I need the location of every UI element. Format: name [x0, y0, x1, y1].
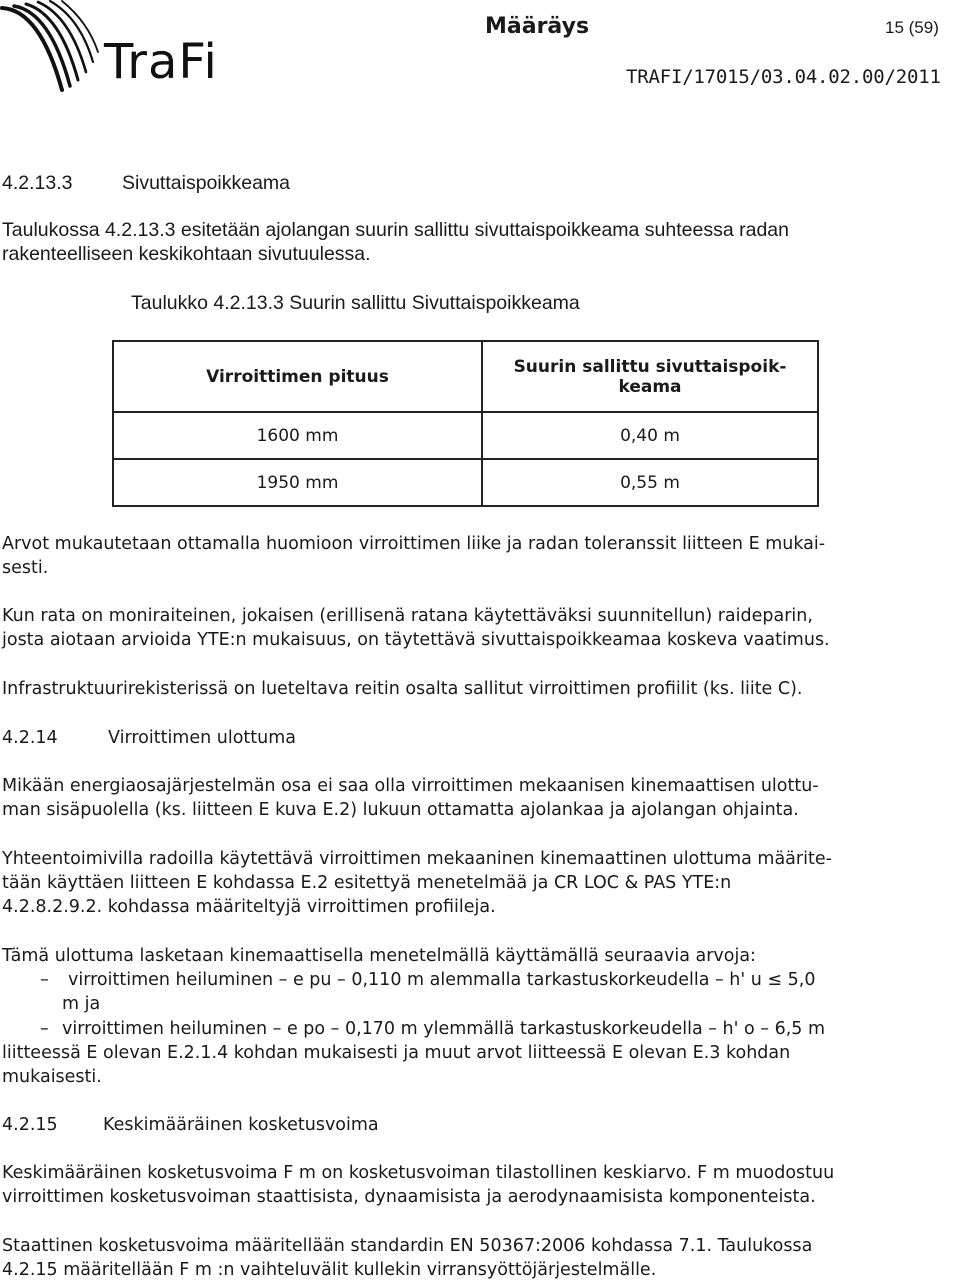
paragraph-line: virroittimen kosketusvoiman staattisista, dynaamisista ja aerodynaamisista komponenteista.: [2, 1187, 816, 1207]
paragraph-line: sesti.: [2, 558, 49, 578]
paragraph-line: josta aiotaan arvioida YTE:n mukaisuus, on täytettävä sivuttaispoikkeamaa koskeva vaatimus.: [2, 630, 830, 650]
table-cell: 0,40 m: [482, 412, 818, 459]
document-type: Määräys: [485, 14, 590, 39]
section-title: Sivuttaispoikkeama: [122, 172, 290, 194]
paragraph-line: liitteessä E olevan E.2.1.4 kohdan mukaisesti ja muut arvot liitteessä E olevan E.3 kohdan: [2, 1043, 791, 1063]
paragraph-line: Taulukossa 4.2.13.3 esitetään ajolangan suurin sallittu sivuttaispoikkeama suhteessa radan: [2, 219, 789, 241]
paragraph-line: Tämä ulottuma lasketaan kinemaattisella menetelmällä käyttämällä seuraavia arvoja:: [2, 946, 756, 966]
paragraph-line: rakenteelliseen keskikohtaan sivutuulessa.: [2, 243, 371, 265]
table-cell: 1950 mm: [113, 459, 482, 506]
list-item-continuation: m ja: [62, 994, 101, 1014]
column-header-line: keama: [618, 376, 682, 397]
section-number: 4.2.14: [2, 728, 58, 748]
trafi-swoosh-icon: [0, 0, 230, 100]
column-header: [482, 341, 818, 412]
paragraph-line: Kun rata on moniraiteinen, jokaisen (erillisenä ratana käytettäväksi suunnitellun) raideparin,: [2, 606, 813, 626]
paragraph-line: Infrastruktuurirekisterissä on lueteltava reitin osalta sallitut virroittimen profiilit (ks. liite C).: [2, 679, 803, 699]
trafi-logo: [0, 0, 230, 100]
table-cell: 1600 mm: [113, 412, 482, 459]
table-row: [113, 459, 818, 506]
section-number: 4.2.15: [2, 1115, 58, 1135]
paragraph-line: 4.2.15 määritellään F m :n vaihteluvälit kullekin virransyöttöjärjestelmälle.: [2, 1260, 657, 1280]
paragraph-line: man sisäpuolella (ks. liitteen E kuva E.2) lukuun ottamatta ajolankaa ja ajolangan ohjainta.: [2, 800, 799, 820]
list-item: virroittimen heiluminen – e po – 0,170 m ylemmällä tarkastuskorkeudella – h' o – 6,5 m: [62, 1019, 826, 1039]
list-dash: –: [40, 1019, 49, 1039]
paragraph-line: Mikään energiaosajärjestelmän osa ei saa olla virroittimen mekaanisen kinemaattisen ulottu-: [2, 776, 819, 796]
paragraph-line: Arvot mukautetaan ottamalla huomioon virroittimen liike ja radan toleranssit liitteen E mukai-: [2, 534, 826, 554]
paragraph-line: Staattinen kosketusvoima määritellään standardin EN 50367:2006 kohdassa 7.1. Taulukossa: [2, 1236, 813, 1256]
svg-text:TraFi: TraFi: [104, 34, 218, 90]
table-cell: 0,55 m: [482, 459, 818, 506]
paragraph-line: 4.2.8.2.9.2. kohdassa määriteltyjä virroittimen profiileja.: [2, 897, 496, 917]
page-number: 15 (59): [885, 18, 939, 37]
paragraph-line: mukaisesti.: [2, 1067, 102, 1087]
section-title: Virroittimen ulottuma: [108, 728, 297, 748]
table-caption: Taulukko 4.2.13.3 Suurin sallittu Sivuttaispoikkeama: [131, 292, 580, 314]
deviation-table: [112, 340, 819, 507]
column-header-line: Suurin sallittu sivuttaispoik-: [513, 356, 787, 377]
paragraph-line: Yhteentoimivilla radoilla käytettävä virroittimen mekaaninen kinemaattinen ulottuma määrite-: [2, 849, 832, 869]
column-header: Virroittimen pituus: [113, 341, 482, 412]
list-item: virroittimen heiluminen – e pu – 0,110 m alemmalla tarkastuskorkeudella – h' u ≤ 5,0: [68, 970, 816, 990]
section-title: Keskimääräinen kosketusvoima: [103, 1115, 379, 1135]
reference-number: TRAFI/17015/03.04.02.00/2011: [626, 66, 941, 88]
table-header-row: [113, 341, 818, 412]
paragraph-line: tään käyttäen liitteen E kohdassa E.2 esitettyä menetelmää ja CR LOC & PAS YTE:n: [2, 873, 732, 893]
paragraph-line: Keskimääräinen kosketusvoima F m on kosketusvoiman tilastollinen keskiarvo. F m muodostuu: [2, 1163, 835, 1183]
section-number: 4.2.13.3: [2, 172, 73, 194]
table-row: [113, 412, 818, 459]
list-dash: –: [40, 970, 49, 990]
